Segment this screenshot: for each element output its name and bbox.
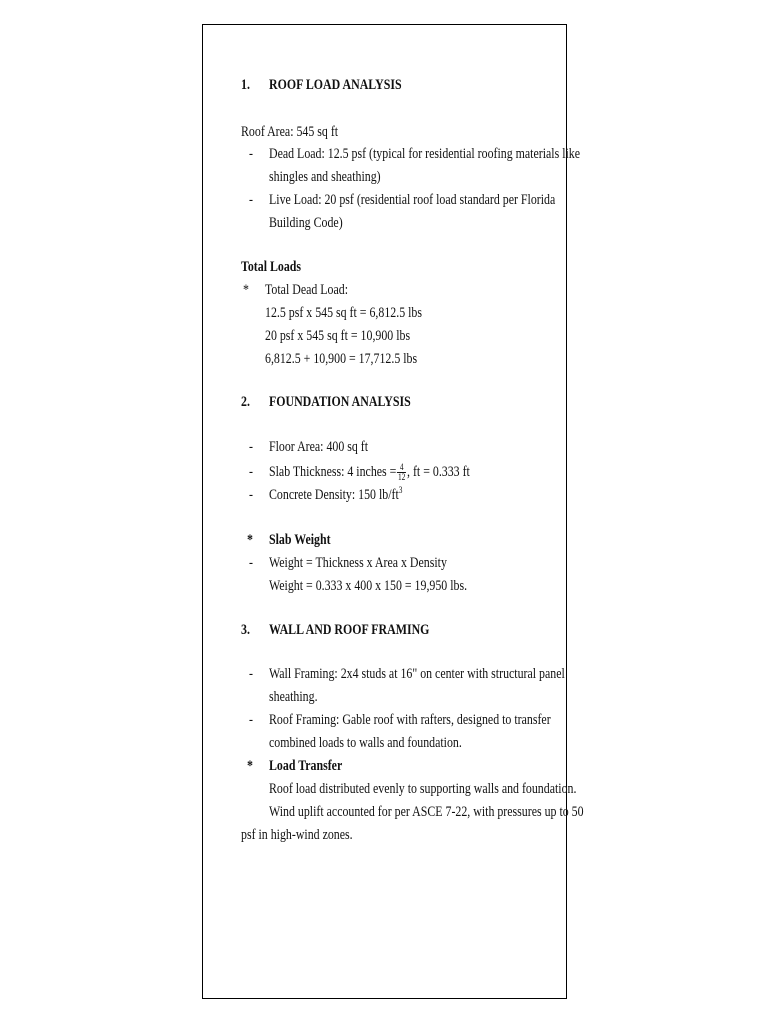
dead-load-line-1: Dead Load: 12.5 psf (typical for residential roofing materials like [269,146,581,162]
concrete-density [269,484,402,507]
roof-area: Roof Area: 545 sq ft [241,124,339,140]
document-body [203,25,584,998]
bullet-dash: - [249,146,253,162]
bullet-star: * [247,532,253,548]
wall-framing-line-2: sheathing. [269,689,318,705]
dead-load-line-2: shingles and sheathing) [269,169,381,185]
slab-fraction-numerator: 4 [397,463,406,473]
section-1-number: 1. [241,77,250,93]
section-1-heading: ROOF LOAD ANALYSIS [269,77,402,93]
calc-line-1: 12.5 psf x 545 sq ft = 6,812.5 lbs [265,305,422,321]
bullet-dash: - [249,666,253,682]
bullet-star: * [243,282,249,298]
section-2-heading: FOUNDATION ANALYSIS [269,394,411,410]
slab-weight-heading: Slab Weight [269,532,331,548]
section-3-number: 3. [241,622,250,638]
slab-fraction-denominator: 12 [397,472,406,483]
bullet-dash: - [249,487,253,503]
load-transfer-line-2: Wind uplift accounted for per ASCE 7-22, with pressures up to 50 [269,804,584,820]
bullet-dash: - [249,192,253,208]
weight-formula: Weight = Thickness x Area x Density [269,555,447,571]
total-dead-load-label: Total Dead Load: [265,282,349,298]
cubic-exponent: 3 [398,485,403,496]
live-load-line-1: Live Load: 20 psf (residential roof load standard per Florida [269,192,556,208]
load-transfer-line-3: psf in high-wind zones. [241,827,353,843]
slab-fraction [397,463,406,482]
calc-line-2: 20 psf x 545 sq ft = 10,900 lbs [265,328,411,344]
wall-framing-line-1: Wall Framing: 2x4 studs at 16" on center with structural panel [269,666,565,682]
slab-thickness [269,461,470,484]
load-transfer-heading: Load Transfer [269,758,343,774]
section-2-number: 2. [241,394,250,410]
slab-thickness-prefix: Slab Thickness: 4 inches = [269,464,397,480]
live-load-line-2: Building Code) [269,215,343,231]
bullet-dash: - [249,464,253,480]
load-transfer-line-1: Roof load distributed evenly to supporting walls and foundation. [269,781,577,797]
slab-thickness-suffix: , ft = 0.333 ft [407,464,470,480]
section-3-heading: WALL AND ROOF FRAMING [269,622,430,638]
floor-area: Floor Area: 400 sq ft [269,439,369,455]
document-page [202,24,584,999]
calc-line-3: 6,812.5 + 10,900 = 17,712.5 lbs [265,351,418,367]
roof-framing-line-1: Roof Framing: Gable roof with rafters, designed to transfer [269,712,551,728]
total-loads-heading: Total Loads [241,259,302,275]
bullet-dash: - [249,555,253,571]
concrete-density-text: Concrete Density: 150 lb/ft [269,487,399,503]
bullet-dash: - [249,712,253,728]
roof-framing-line-2: combined loads to walls and foundation. [269,735,462,751]
weight-calc: Weight = 0.333 x 400 x 150 = 19,950 lbs. [269,578,468,594]
bullet-dash: - [249,439,253,455]
bullet-star: * [247,758,253,774]
